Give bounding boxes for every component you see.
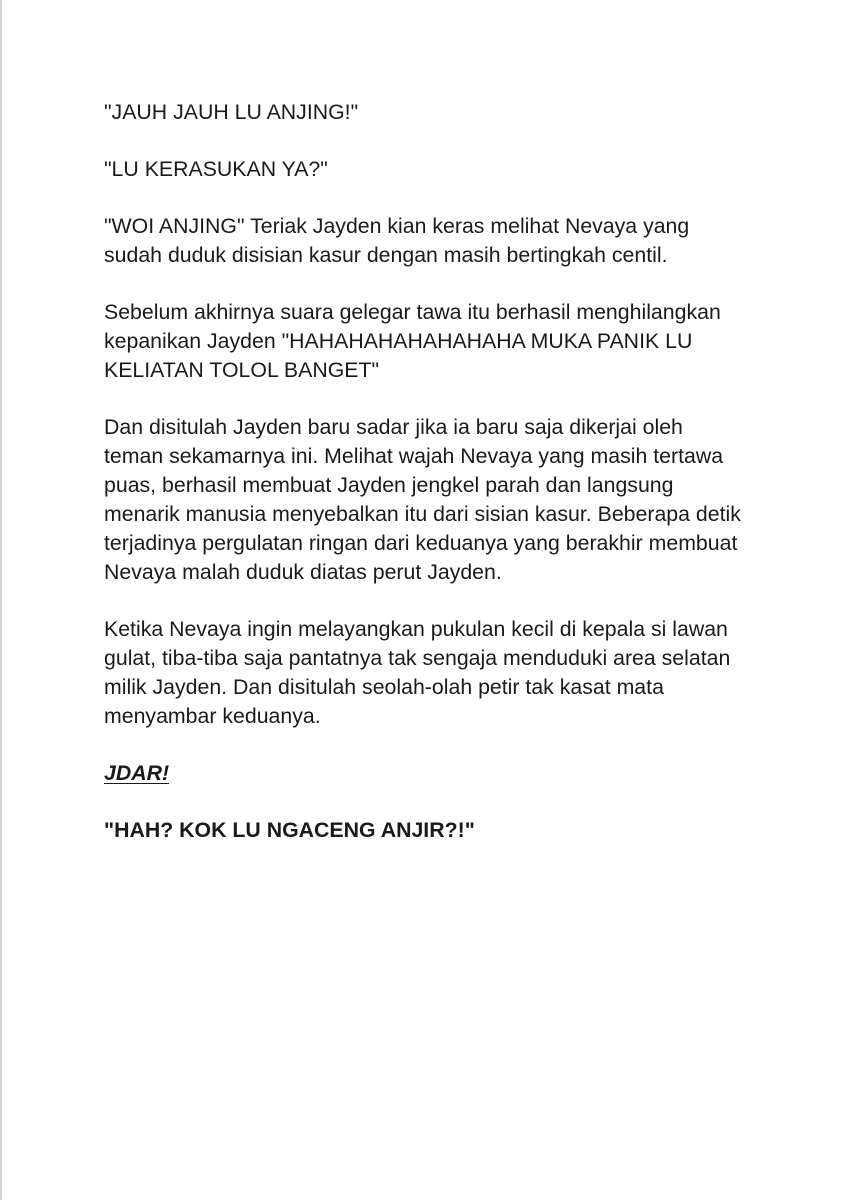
text-line: puas, berhasil membuat Jayden jengkel parah dan langsung (104, 473, 674, 497)
narrative-paragraph (104, 615, 784, 731)
text-line: milik Jayden. Dan disitulah seolah-olah petir tak kasat mata (104, 675, 664, 699)
text-line: "JAUH JAUH LU ANJING!" (104, 100, 359, 124)
text-line: KELIATAN TOLOL BANGET" (104, 358, 380, 382)
text-line: Nevaya malah duduk diatas perut Jayden. (104, 560, 502, 584)
text-line: "LU KERASUKAN YA?" (104, 157, 328, 181)
dialogue-paragraph-bold (104, 816, 784, 845)
bold-dialogue-text: "HAH? KOK LU NGACENG ANJIR?!" (104, 818, 475, 842)
text-line: "WOI ANJING" Teriak Jayden kian keras melihat Nevaya yang (104, 214, 690, 238)
narrative-paragraph (104, 298, 784, 385)
sound-effect-text: JDAR! (104, 761, 170, 785)
narrative-paragraph (104, 413, 784, 587)
text-line: gulat, tiba-tiba saja pantatnya tak sengaja menduduki area selatan (104, 646, 731, 670)
dialogue-paragraph (104, 98, 784, 127)
sound-effect-paragraph (104, 759, 784, 788)
text-line: Ketika Nevaya ingin melayangkan pukulan kecil di kepala si lawan (104, 617, 728, 641)
text-line: teman sekamarnya ini. Melihat wajah Nevaya yang masih tertawa (104, 444, 724, 468)
dialogue-paragraph (104, 155, 784, 184)
text-line: kepanikan Jayden "HAHAHAHAHAHAHAHA MUKA PANIK LU (104, 329, 693, 353)
page-left-border (0, 0, 2, 1200)
text-line: menarik manusia menyebalkan itu dari sisian kasur. Beberapa detik (104, 502, 741, 526)
text-line: sudah duduk disisian kasur dengan masih bertingkah centil. (104, 243, 668, 267)
text-line: menyambar keduanya. (104, 704, 321, 728)
story-text-body (104, 98, 784, 873)
text-line: Dan disitulah Jayden baru sadar jika ia baru saja dikerjai oleh (104, 415, 683, 439)
text-line: Sebelum akhirnya suara gelegar tawa itu berhasil menghilangkan (104, 300, 721, 324)
narrative-paragraph (104, 212, 784, 270)
text-line: terjadinya pergulatan ringan dari keduanya yang berakhir membuat (104, 531, 738, 555)
